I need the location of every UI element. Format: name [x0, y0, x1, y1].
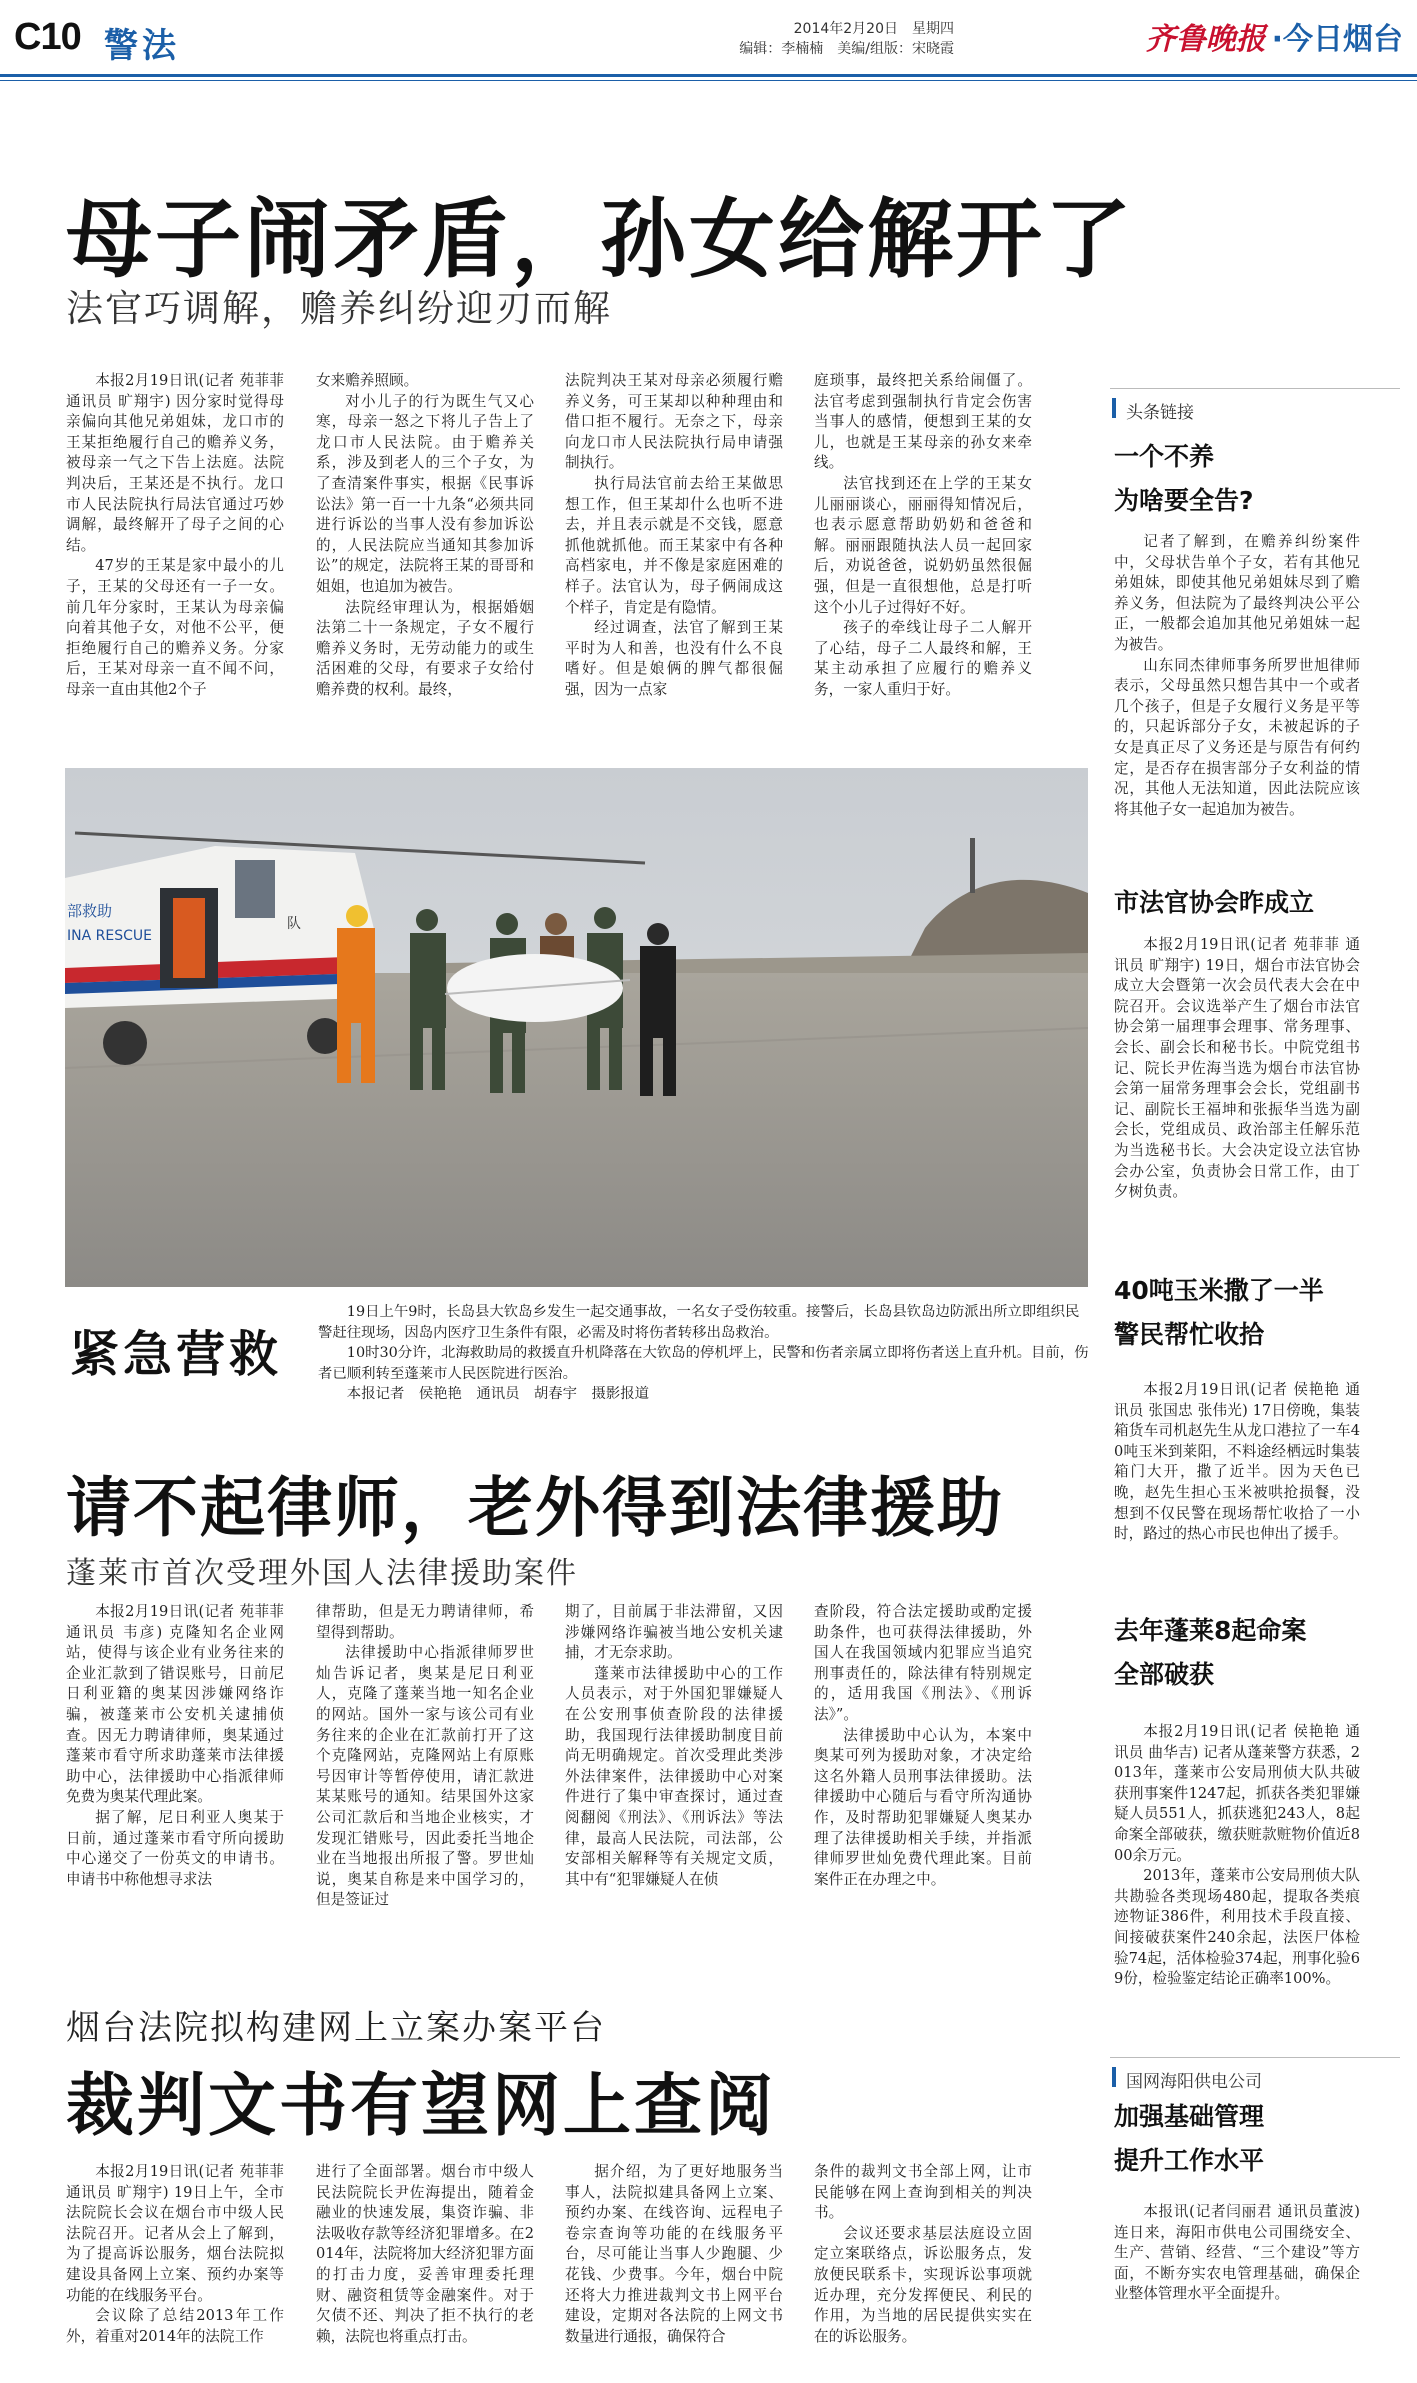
sidebar-article-3-body: [1114, 1380, 1360, 1570]
story1-subheadline: 法官巧调解，赡养纠纷迎刃而解: [66, 287, 612, 330]
sidebar-rule: [1110, 388, 1400, 389]
paragraph: 法院经审理认为，根据婚姻法第二十一条规定，子女不履行赡养义务时，无劳动能力的或生活困难的父母，有要求子女给付赡养费的权利。最终，: [316, 598, 534, 698]
story1-column-4: [814, 371, 1032, 756]
heli-label-unit: 队: [287, 916, 301, 932]
photo-headline: 紧急营救: [70, 1325, 283, 1383]
rescue-photo: [65, 768, 1088, 1287]
paragraph: 法律援助中心指派律师罗世灿告诉记者，奥某是尼日利亚人，克隆了蓬莱当地一知名企业的网站。国外一家与该公司有业务往来的企业在汇款前打开了这个克隆网站，克隆网站上有原账号因审计等暂停使用，请汇款进某某账号的通知。结果国外这家公司汇款后和当地企业核实，才发现汇错账号，因此委托当地企业在当地报出所报了警。罗世灿说，奥某自称是来中国学习的，但是签证过: [316, 1644, 534, 1909]
paragraph: 会议还要求基层法庭设立固定立案联络点，诉讼服务点，发放便民联系卡，实现诉讼事项就近办理，充分发挥便民、利民的作用，为当地的居民提供实实在在的诉讼服务。: [814, 2224, 1032, 2345]
sidebar-rule: [1110, 2057, 1400, 2058]
sidebar-article-2-body: [1114, 935, 1360, 1230]
sidebar-article-1-body: [1114, 532, 1360, 852]
story1-column-3: [565, 371, 783, 756]
paragraph: 本报2月19日讯(记者 侯艳艳 通讯员 曲华吉) 记者从蓬莱警方获悉，2013年，蓬莱市公安局刑侦大队共破获刑事案件1247起，抓获各类犯罪嫌疑人员551人，抓获逃犯243人，8起命案全部破获，缴获赃款赃物价值近800余万元。: [1114, 1723, 1360, 1864]
story2-subheadline: 蓬莱市首次受理外国人法律援助案件: [66, 1556, 578, 1591]
sidebar-label-marker: [1112, 398, 1116, 418]
paragraph: 蓬莱市法律援助中心的工作人员表示，对于外国犯罪嫌疑人在公安刑事侦查阶段的法律援助，我国现行法律援助制度目前尚无明确规定。首次受理此类涉外法律案件，法律援助中心对案件进行了集中审查探讨，通过查阅翻阅《刑法》、《刑诉法》等法律，最高人民法院，司法部，公安部相关解释等有关规定文质，其中有“犯罪嫌疑人在侦: [565, 1664, 783, 1888]
paragraph: 本报讯(记者闫丽君 通讯员董波) 连日来，海阳市供电公司围绕安全、生产、营销、经营、“三个建设”等方面，不断夯实农电管理基础，确保企业整体管理水平全面提升。: [1114, 2203, 1360, 2303]
sidebar-title-line: 40吨玉米撒了一半: [1114, 1276, 1324, 1305]
sidebar-article-5-body: [1114, 2202, 1360, 2352]
paragraph: 女来赡养照顾。: [316, 372, 419, 389]
story2-column-3: [565, 1602, 783, 1947]
story3-kicker: 烟台法院拟构建网上立案办案平台: [66, 2008, 606, 2048]
paragraph: 据介绍，为了更好地服务当事人，法院拟建具备网上立案、预约办案、在线咨询、远程电子卷宗查询等功能的在线服务平台，尽可能让当事人少跑腿、少花钱、少费事。今年，烟台中院还将大力推进裁判文书上网平台建设，定期对各法院的上网文书数量进行通报，确保符合: [565, 2163, 783, 2345]
story3-headline: 裁判文书有望网上查阅: [66, 2066, 777, 2146]
sidebar-title-line: 为啥要全告?: [1114, 486, 1254, 515]
issue-date: 2014年2月20日 星期四: [793, 21, 954, 37]
heli-label-en: INA RESCUE: [67, 928, 152, 944]
paragraph: 孩子的牵线让母子二人解开了心结，母子二人最终和解，王某主动承担了应履行的赡养义务，一家人重归于好。: [814, 619, 1032, 698]
sidebar-title-line: 加强基础管理: [1114, 2102, 1265, 2131]
sidebar-label: 头条链接: [1126, 403, 1194, 423]
sidebar-label-marker: [1112, 2067, 1116, 2087]
caption-paragraph: 19日上午9时，长岛县大钦岛乡发生一起交通事故，一名女子受伤较重。接警后，长岛县钦岛边防派出所立即组织民警赶往现场，因岛内医疗卫生条件有限，必需及时将伤者转移出岛救治。: [318, 1304, 1080, 1341]
paragraph: 执行局法官前去给王某做思想工作，但王某却什么也听不进去，并且表示就是不交钱，愿意抓他就抓他。而王某家中有各种高档家电，并不像是家庭困难的样子。法官认为，母子俩闹成这个样子，肯定是有隐情。: [565, 474, 783, 616]
paragraph: 会议除了总结2013年工作外，着重对2014年的法院工作: [66, 2307, 284, 2345]
rescue-photo-illustration: [65, 768, 1088, 1287]
paragraph: 法院判决王某对母亲必须履行赡养义务，可王某却以种种理由和借口拒不履行。无奈之下，母亲向龙口市人民法院执行局申请强制执行。: [565, 372, 783, 472]
paragraph: 经过调查，法官了解到王某平时为人和善，也没有什么不良嗜好。但是娘俩的脾气都很倔强，因为一点家: [565, 619, 783, 698]
newspaper-brand: [1146, 14, 1403, 58]
page-number: C10: [14, 16, 81, 58]
paragraph: 律帮助，但是无力聘请律师，希望得到帮助。: [316, 1603, 534, 1641]
paragraph: 期了，目前属于非法滞留，又因涉嫌网络诈骗被当地公安机关逮捕，才无奈求助。: [565, 1603, 783, 1662]
header-rule-thin: [0, 80, 1417, 81]
paragraph: 条件的裁判文书全部上网，让市民能够在网上查询到相关的判决书。: [814, 2163, 1032, 2222]
paragraph: 对小儿子的行为既生气又心寒，母亲一怒之下将儿子告上了龙口市人民法院。由于赡养关系，涉及到老人的三个子女，为了查清案件事实，根据《民事诉讼法》第一百一十九条“必须共同进行诉讼的当事人没有参加诉讼的，人民法院应当通知其参加诉讼”的规定，法院将王某的哥哥和姐姐，也追加为被告。: [316, 392, 534, 595]
paragraph: 据了解，尼日利亚人奥某于日前，通过蓬莱市看守所向援助中心递交了一份英文的申请书。申请书中称他想寻求法: [66, 1808, 284, 1888]
paragraph: 47岁的王某是家中最小的儿子，王某的父母还有一子一女。前几年分家时，王某认为母亲偏向着其他子女，对他不公平，便拒绝履行自己的赡养义务。分家后，王某对母亲一直不闻不问，母亲一直由其他2个子: [66, 557, 284, 698]
paragraph: 法官找到还在上学的王某女儿丽丽谈心，丽丽得知情况后，也表示愿意帮助奶奶和爸爸和解。丽丽跟随执法人员一起回家后，劝说爸爸，说奶奶虽然很倔强，但是一直很想他，总是打听这个小儿子过得好不好。: [814, 474, 1032, 616]
story3-column-2: [316, 2162, 534, 2374]
paragraph: 本报2月19日讯(记者 苑菲菲 通讯员 韦彦) 克隆知名企业网站，使得与该企业有业务往来的企业汇款到了错误账号，日前尼日利亚籍的奥某因涉嫌网络诈骗，被蓬莱市公安机关逮捕侦查。因无力聘请律师，奥某通过蓬莱市看守所求助蓬莱市法律援助中心，法律援助中心指派律师免费为奥某代理此案。: [66, 1603, 284, 1806]
heli-label: 部救助: [67, 902, 113, 920]
story2-column-2: [316, 1602, 534, 1947]
story1-column-1: [66, 371, 284, 756]
story3-column-1: [66, 2162, 284, 2374]
sidebar-title-line: 一个不养: [1114, 442, 1215, 471]
paragraph: 记者了解到，在赡养纠纷案件中，父母状告单个子女，若有其他兄弟姐妹，即使其他兄弟姐妹尽到了赡养义务，但法院为了最终判决公平公正，一般都会追加其他兄弟姐妹一起为被告。: [1114, 533, 1360, 653]
sidebar-title-line: 全部破获: [1114, 1660, 1215, 1689]
paragraph: 法律援助中心认为，本案中奥某可列为援助对象，才决定给这名外籍人员刑事法律援助。法律援助中心随后与看守所沟通协作，及时帮助犯罪嫌疑人奥某办理了法律援助相关手续，并指派律师罗世灿免费代理此案。目前案件正在办理之中。: [814, 1726, 1032, 1888]
paragraph: 本报2月19日讯(记者 侯艳艳 通讯员 张国忠 张伟光) 17日傍晚，集装箱货车司机赵先生从龙口港拉了一车40吨玉米到莱阳，不料途经栖远时集装箱门大开，撒了近半。因为天色已晚，赵先生担心玉米被哄抢损餐，没想到不仅民警在现场帮忙收拾了一小时，路过的热心市民也伸出了援手。: [1114, 1381, 1360, 1543]
sidebar-title-line: 去年蓬莱8起命案: [1114, 1616, 1307, 1645]
story1-column-2: [316, 371, 534, 756]
sidebar-article-4-body: [1114, 1722, 1360, 2042]
sidebar-title-line: 市法官协会昨成立: [1114, 888, 1315, 917]
brand-main: 齐鲁晚报: [1145, 22, 1266, 57]
caption-credit: 本报记者 侯艳艳 通讯员 胡春宇 摄影报道: [346, 1386, 650, 1402]
story2-column-1: [66, 1602, 284, 1947]
paragraph: 查阶段，符合法定援助或酌定援助条件，也可获得法律援助，外国人在我国领域内犯罪应当追究刑事责任的，除法律有特别规定的，适用我国《刑法》、《刑诉法》”。: [814, 1603, 1032, 1723]
paragraph: 本报2月19日讯(记者 苑菲菲 通讯员 旷翔宇) 19日上午，全市法院院长会议在烟台市中级人民法院召开。记者从会上了解到，为了提高诉讼服务，烟台法院拟建设具备网上立案、预约办案等功能的在线服务平台。: [66, 2163, 284, 2304]
paragraph: 本报2月19日讯(记者 苑菲菲 通讯员 旷翔宇) 19日，烟台市法官协会成立大会暨第一次会员代表大会在中院召开。会议选举产生了烟台市法官协会第一届理事会理事、常务理事、会长、副会长和秘书长。中院党组书记、院长尹佐海当选为烟台市法官协会第一届常务理事会会长，党组副书记、副院长王福坤和张振华当选为副会长，党组成员、政治部主任解乐范为当选秘书长。大会决定设立法官协会办公室，负责协会日常工作，由丁夕树负责。: [1114, 936, 1360, 1201]
sidebar-label: 国网海阳供电公司: [1126, 2072, 1262, 2092]
story1-headline: 母子闹矛盾，孙女给解开了: [66, 189, 1134, 290]
photo-caption: [318, 1302, 1093, 1405]
paragraph: 山东同杰律师事务所罗世旭律师表示，父母虽然只想告其中一个或者几个孩子，但是子女履行义务是平等的，只起诉部分子女，未被起诉的子女是真正尽了义务还是与原告有何约定，是否存在损害部分子女利益的情况，其他人无法知道，因此法院应该将其他子女一起追加为被告。: [1114, 656, 1360, 818]
paragraph: 进行了全面部署。烟台市中级人民法院院长尹佐海提出，随着金融业的快速发展，集资诈骗、非法吸收存款等经济犯罪增多。在2014年，法院将加大经济犯罪方面的打击力度，妥善审理委托理财、融资租赁等金融案件。对于欠债不还、判决了拒不执行的老赖，法院也将重点打击。: [316, 2163, 534, 2345]
story2-headline: 请不起律师，老外得到法律援助: [66, 1470, 1005, 1546]
header-rule: [0, 74, 1417, 77]
section-title: 警法: [104, 26, 180, 66]
paragraph: 2013年，蓬莱市公安局刑侦大队共勘验各类现场480起，提取各类痕迹物证386件，利用技术手段直接、间接破获案件240余起，法医尸体检验74起，活体检验374起，刑事化验69份，检验鉴定结论正确率100%。: [1114, 1867, 1360, 1988]
sidebar-title-line: 提升工作水平: [1114, 2146, 1265, 2175]
story3-column-3: [565, 2162, 783, 2374]
sidebar-title-line: 警民帮忙收拾: [1114, 1320, 1265, 1349]
editor-credits: 编辑：李楠楠 美编/组版：宋晓霞: [739, 41, 954, 57]
story2-column-4: [814, 1602, 1032, 1947]
paragraph: 庭琐事，最终把关系给闹僵了。法官考虑到强制执行肯定会伤害当事人的感情，便想到王某的女儿，也就是王某母亲的孙女来牵线。: [814, 372, 1032, 472]
paragraph: 本报2月19日讯(记者 苑菲菲 通讯员 旷翔宇) 因分家时觉得母亲偏向其他兄弟姐妹，龙口市的王某拒绝履行自己的赡养义务，被母亲一气之下告上法庭。法院判决后，王某还是不执行。龙口市人民法院执行局法官通过巧妙调解，最终解开了母子之间的心结。: [66, 372, 284, 554]
story3-column-4: [814, 2162, 1032, 2374]
caption-paragraph: 10时30分许，北海救助局的救援直升机降落在大钦岛的停机坪上，民警和伤者亲属立即将伤者送上直升机。目前，伤者已顺利转至蓬莱市人民医院进行医治。: [318, 1345, 1089, 1382]
brand-sub: ·今日烟台: [1271, 22, 1403, 57]
